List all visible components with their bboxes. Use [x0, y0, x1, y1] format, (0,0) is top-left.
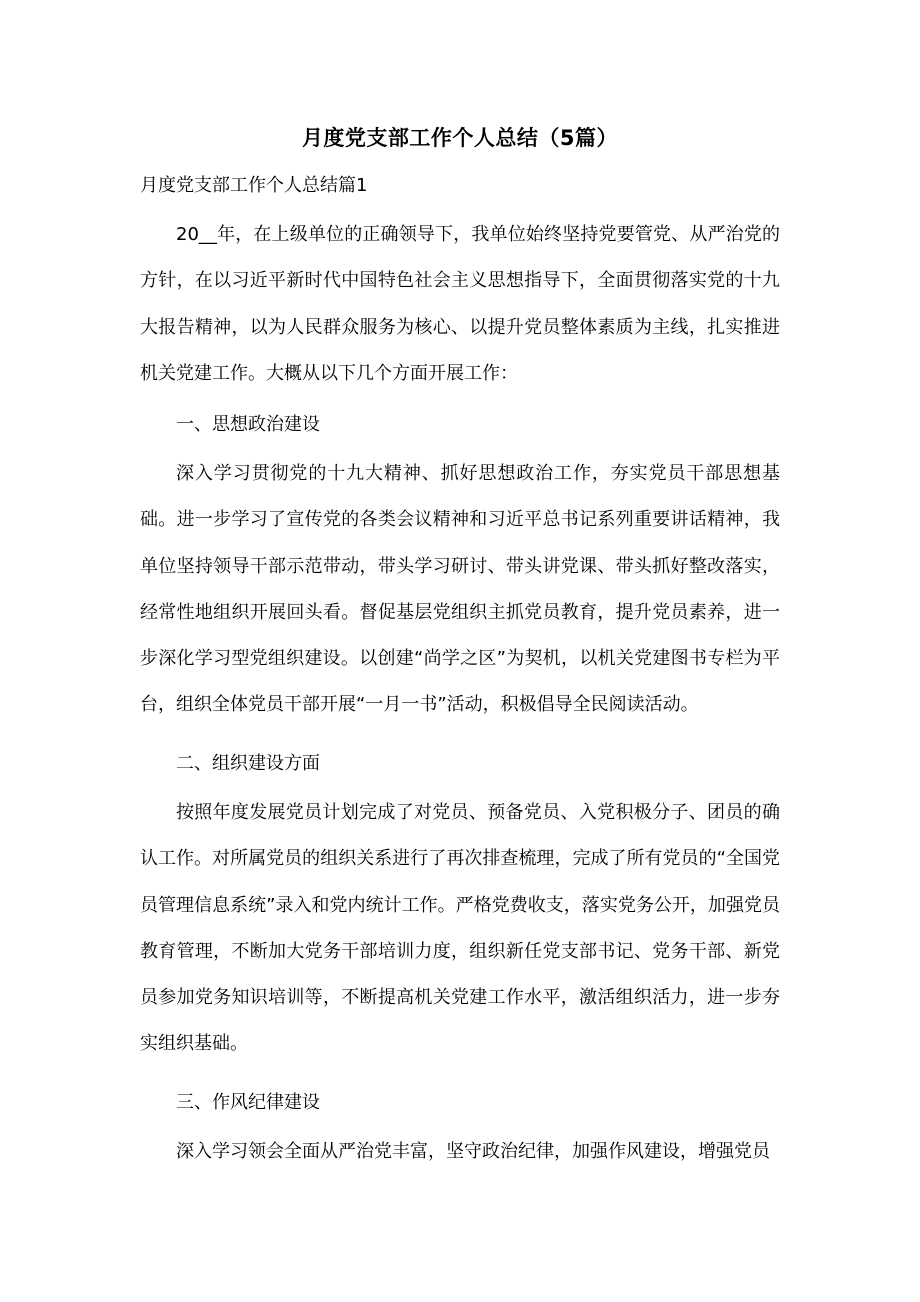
paragraph-intro: 20__年，在上级单位的正确领导下，我单位始终坚持党要管党、从严治党的方针，在以习近平新时代中国特色社会主义思想指导下，全面贯彻落实党的十九大报告精神，以为人民群众服务为核心、以提升党员整体素质为主线，扎实推进机关党建工作。大概从以下几个方面开展工作： — [140, 224, 780, 384]
section-heading-ideology: 一、思想政治建设 — [176, 414, 320, 435]
paragraph-organization: 按照年度发展党员计划完成了对党员、预备党员、入党积极分子、团员的确认工作。对所属党员的组织关系进行了再次排查梳理，完成了所有党员的“全国党员管理信息系统”录入和党内统计工作。严格党费收支，落实党务公开，加强党员教育管理，不断加大党务干部培训力度，组织新任党支部书记、党务干部、新党员参加党务知识培训等，不断提高机关党建工作水平，激活组织活力，进一步夯实组织基础。 — [140, 802, 780, 1055]
document-title: 月度党支部工作个人总结（5篇） — [301, 126, 619, 150]
section-heading-organization: 二、组织建设方面 — [176, 753, 320, 774]
paragraph-ideology: 深入学习贯彻党的十九大精神、抓好思想政治工作，夯实党员干部思想基础。进一步学习了宣传党的各类会议精神和习近平总书记系列重要讲话精神，我单位坚持领导干部示范带动，带头学习研讨、带头讲党课、带头抓好整改落实，经常性地组织开展回头看。督促基层党组织主抓党员教育，提升党员素养，进一步深化学习型党组织建设。以创建“尚学之区”为契机，以机关党建图书专栏为平台，组织全体党员干部开展“一月一书”活动，积极倡导全民阅读活动。 — [140, 463, 780, 716]
paragraph-discipline: 深入学习领会全面从严治党丰富，坚守政治纪律，加强作风建设，增强党员 — [176, 1141, 770, 1162]
document-subtitle: 月度党支部工作个人总结篇1 — [140, 175, 368, 196]
section-heading-discipline: 三、作风纪律建设 — [176, 1092, 320, 1113]
